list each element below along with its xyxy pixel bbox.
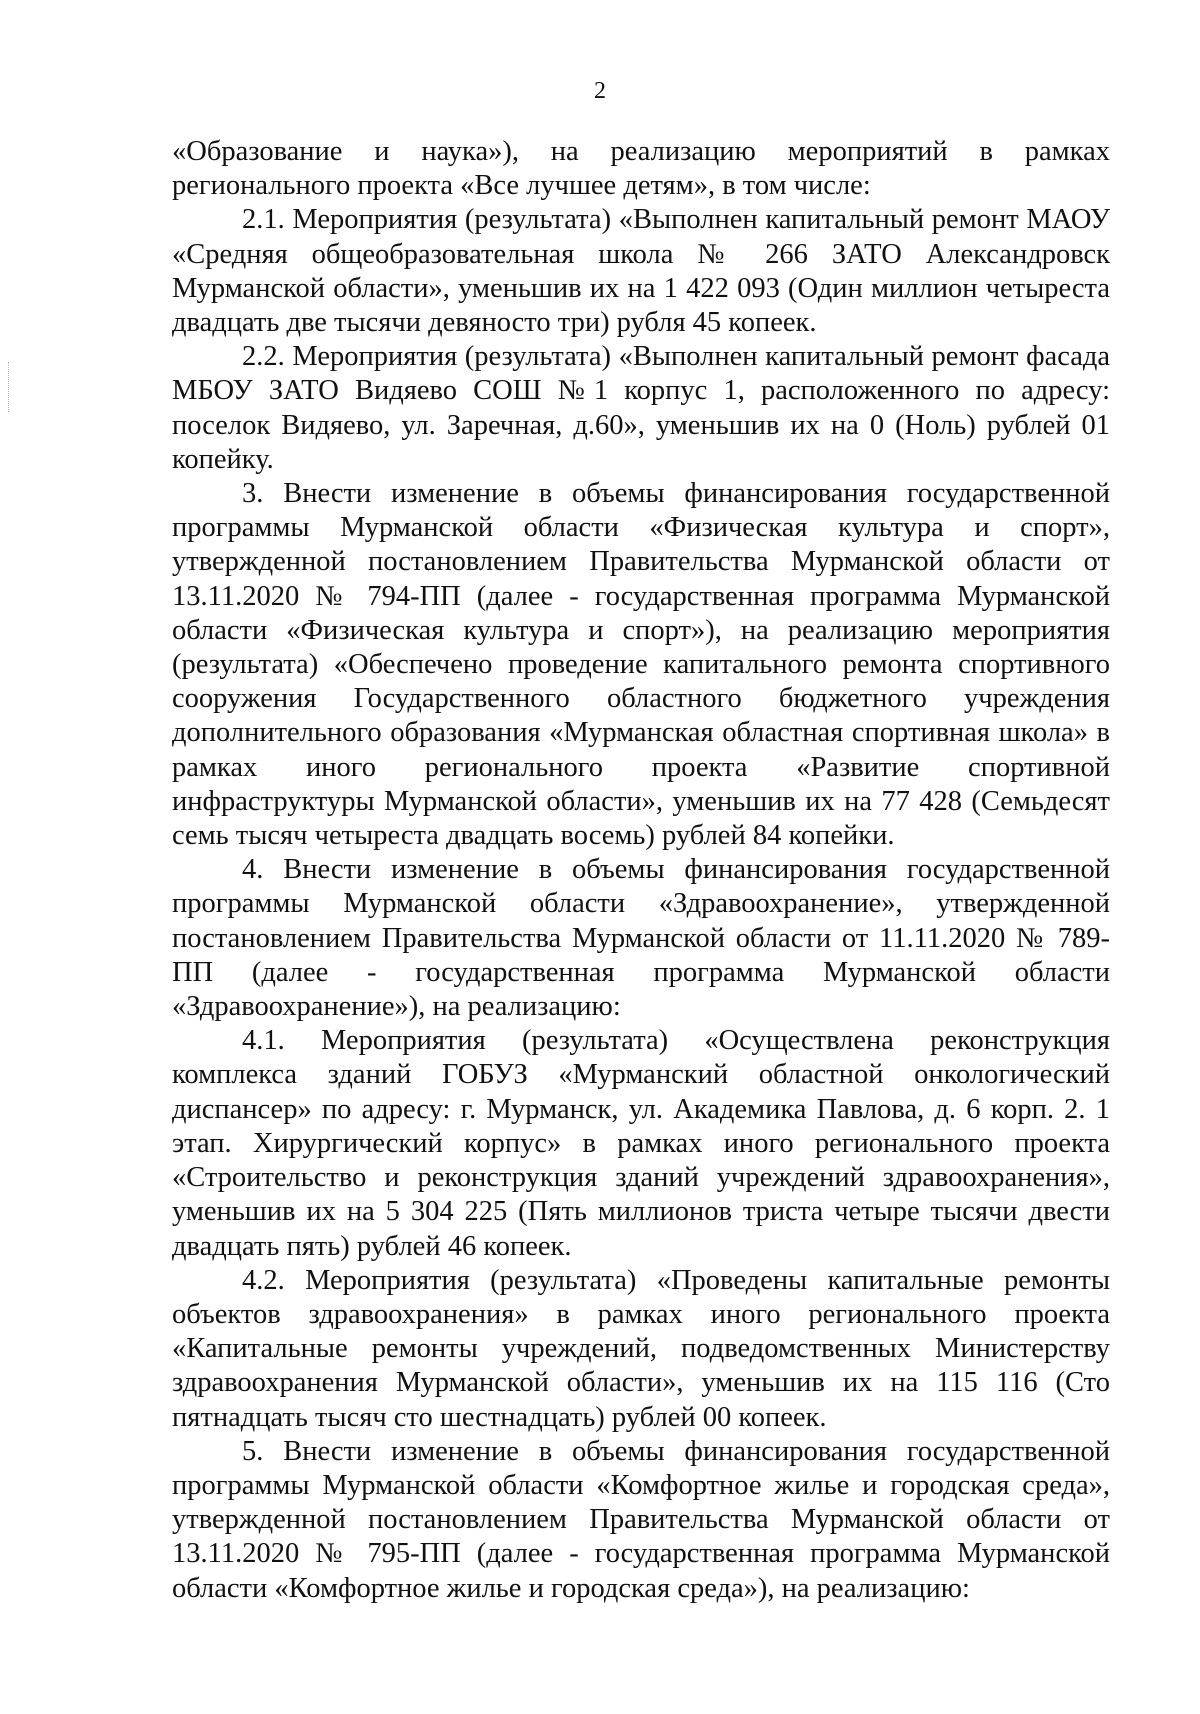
paragraph-4-1: 4.1. Мероприятия (результата) «Осуществлена реконструкция комплекса зданий ГОБУЗ «Мурманский областной онкологический диспансер» по адресу: г. Мурманск, ул. Академика Павлова, д. 6 корп. 2. 1 этап. Хирургический корпус» в рамках иного регионального проекта «Строительство и реконструкция зданий учреждений здравоохранения», уменьшив их на 5 304 225 (Пять миллионов триста четыре тысячи двести двадцать пять) рублей 46 копеек. <box>172 1025 1110 1262</box>
paragraph-5: 5. Внести изменение в объемы финансирования государственной программы Мурманской области «Комфортное жилье и городская среда», утвержденной постановлением Правительства Мурманской области от 13.11.2020 № 795-ПП (далее - государственная программа Мурманской области «Комфортное жилье и городская среда»), на реализацию: <box>172 1435 1110 1604</box>
paragraph-2-2: 2.2. Мероприятия (результата) «Выполнен капитальный ремонт фасада МБОУ ЗАТО Видяево СОШ №1 корпус 1, расположенного по адресу: поселок Видяево, ул. Заречная, д.60», уменьшив их на 0 (Ноль) рублей 01 копейку. <box>172 341 1110 475</box>
paragraph-3: 3. Внести изменение в объемы финансирования государственной программы Мурманской области «Физическая культура и спорт», утвержденной постановлением Правительства Мурманской области от 13.11.2020 № 794-ПП (далее - государственная программа Мурманской области «Физическая культура и спорт»), на реализацию мероприятия (результата) «Обеспечено проведение капитального ремонта спортивного сооружения Государственного областного бюджетного учреждения дополнительного образования «Мурманская областная спортивная школа» в рамках иного регионального проекта «Развитие спортивной инфраструктуры Мурманской области», уменьшив их на 77 428 (Семьдесят семь тысяч четыреста двадцать восемь) рублей 84 копейки. <box>172 478 1110 852</box>
scan-margin-mark <box>8 362 11 412</box>
document-body <box>172 135 1110 1606</box>
page-number: 2 <box>594 78 606 104</box>
paragraph-continuation: «Образование и наука»), на реализацию мероприятий в рамках регионального проекта «Все лучшее детям», в том числе: <box>172 136 1110 202</box>
paragraph-2-1: 2.1. Мероприятия (результата) «Выполнен капитальный ремонт МАОУ «Средняя общеобразовательная школа № 266 ЗАТО Александровск Мурманской области», уменьшив их на 1 422 093 (Один миллион четыреста двадцать две тысячи девяносто три) рубля 45 копеек. <box>172 204 1110 339</box>
paragraph-4-2: 4.2. Мероприятия (результата) «Проведены капитальные ремонты объектов здравоохранения» в рамках иного регионального проекта «Капитальные ремонты учреждений, подведомственных Министерству здравоохранения Мурманской области», уменьшив их на 115 116 (Сто пятнадцать тысяч сто шестнадцать) рублей 00 копеек. <box>172 1264 1110 1433</box>
paragraph-4: 4. Внести изменение в объемы финансирования государственной программы Мурманской области «Здравоохранение», утвержденной постановлением Правительства Мурманской области от 11.11.2020 № 789-ПП (далее - государственная программа Мурманской области «Здравоохранение»), на реализацию: <box>172 854 1110 1023</box>
